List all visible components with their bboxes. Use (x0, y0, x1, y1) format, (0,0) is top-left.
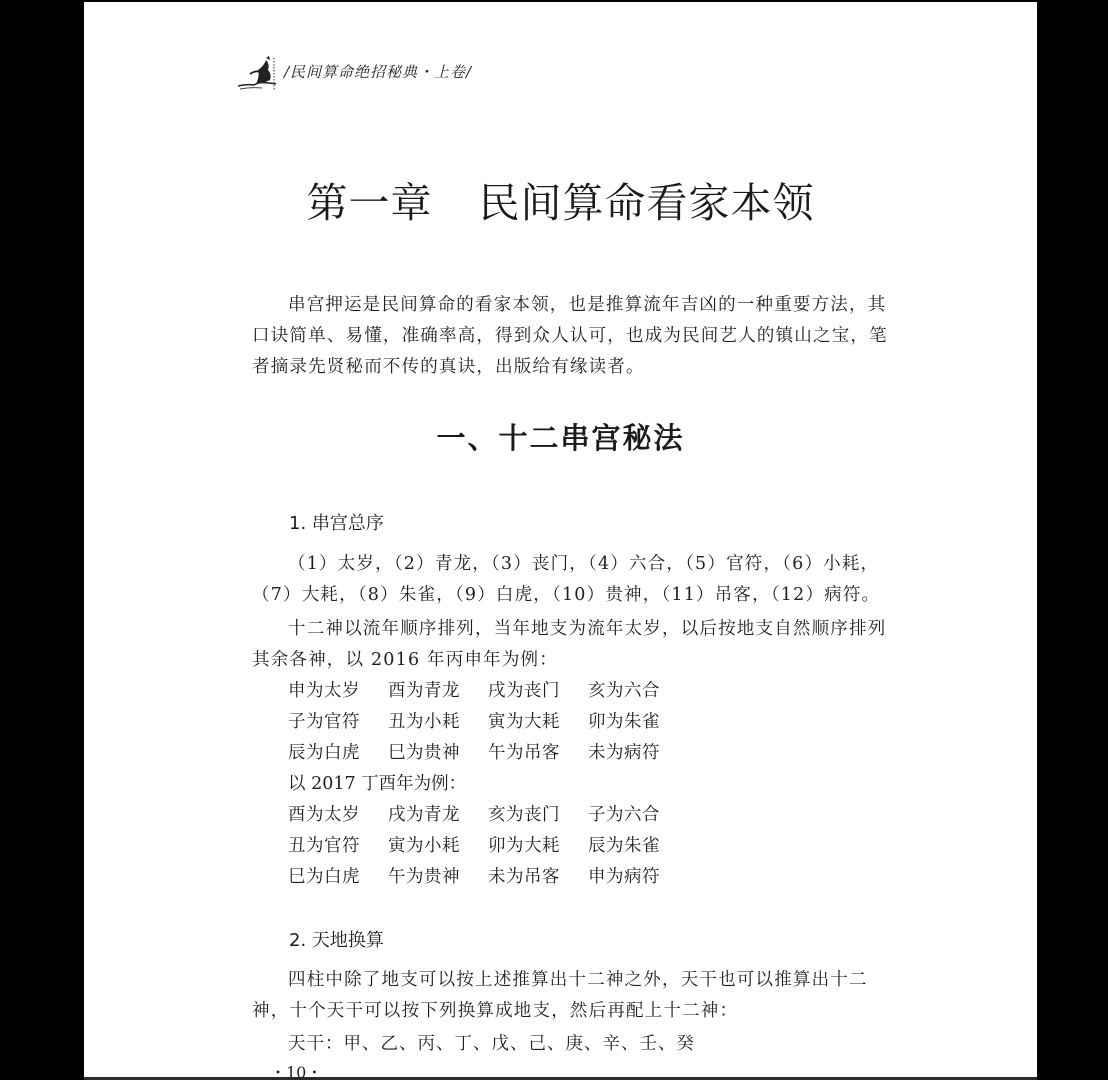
section-title: 一、十二串宫秘法 (436, 421, 685, 455)
twelve-gods-list-paragraph: （1）太岁，（2）青龙，（3）丧门，（4）六合，（5）官符，（6）小耗，（7）大耗，（8）朱雀，（9）白虎，（10）贵神，（11）吊客，（12）病符。 (252, 554, 881, 605)
grid-cell: 辰为朱雀 (588, 836, 660, 856)
grid-row (288, 862, 688, 893)
running-title: /民间算命绝招秘典・上卷/ (284, 63, 473, 81)
grid-cell: 辰为白虎 (288, 743, 360, 763)
grid-cell: 申为太岁 (288, 681, 360, 701)
grid-cell: 亥为丧门 (488, 805, 560, 825)
chapter-name: 民间算命看家本领 (478, 179, 815, 227)
example-2017-grid (288, 800, 688, 893)
grid-cell: 巳为白虎 (288, 867, 360, 887)
grid-row (288, 738, 688, 769)
intro-paragraph: 串宫押运是民间算命的看家本领，也是推算流年吉凶的一种重要方法，其口诀简单、易懂，准确率高，得到众人认可，也成为民间艺人的镇山之宝，笔者摘录先贤秘而不传的真诀，出版给有缘读者。 (252, 295, 888, 377)
ordering-rule-paragraph: 十二神以流年顺序排列，当年地支为流年太岁，以后按地支自然顺序排列其余各神，以 2016 年丙申年为例： (252, 619, 887, 670)
running-header (236, 56, 472, 92)
grid-cell: 午为贵神 (388, 867, 460, 887)
grid-cell: 酉为青龙 (388, 681, 460, 701)
grid-cell: 亥为六合 (588, 681, 660, 701)
chapter-title (84, 170, 1037, 229)
grid-cell: 寅为大耗 (488, 712, 560, 732)
grid-cell: 酉为太岁 (288, 805, 360, 825)
example-2017-label: 以 2017 丁酉年为例： (288, 774, 467, 794)
grid-row (288, 800, 688, 831)
subsection-title-1: 1. 串宫总序 (289, 513, 384, 534)
page-number: ・10・ (270, 1063, 323, 1077)
grid-cell: 戌为丧门 (488, 681, 560, 701)
grid-cell: 丑为小耗 (388, 712, 460, 732)
book-page (84, 2, 1037, 1077)
grid-cell: 寅为小耗 (388, 836, 460, 856)
grid-row (288, 676, 688, 707)
chapter-number: 第一章 (306, 179, 433, 227)
grid-cell: 卯为大耗 (488, 836, 560, 856)
grid-cell: 申为病符 (588, 867, 660, 887)
grid-row (288, 831, 688, 862)
grid-row (288, 707, 688, 738)
grid-cell: 丑为官符 (288, 836, 360, 856)
ink-landscape-ornament-icon (236, 56, 280, 92)
grid-cell: 子为官符 (288, 712, 360, 732)
heavenly-stems-line: 天干：甲、乙、丙、丁、戊、己、庚、辛、壬、癸 (288, 1034, 695, 1054)
grid-cell: 卯为朱雀 (588, 712, 660, 732)
grid-cell: 未为吊客 (488, 867, 560, 887)
grid-cell: 巳为贵神 (388, 743, 460, 763)
grid-cell: 戌为青龙 (388, 805, 460, 825)
grid-cell: 午为吊客 (488, 743, 560, 763)
grid-cell: 子为六合 (588, 805, 660, 825)
example-2016-grid (288, 676, 688, 769)
stem-conversion-paragraph: 四柱中除了地支可以按上述推算出十二神之外，天干也可以推算出十二神，十个天干可以按下列换算成地支，然后再配上十二神： (252, 970, 868, 1021)
grid-cell: 未为病符 (588, 743, 660, 763)
subsection-title-2: 2. 天地换算 (289, 930, 384, 951)
